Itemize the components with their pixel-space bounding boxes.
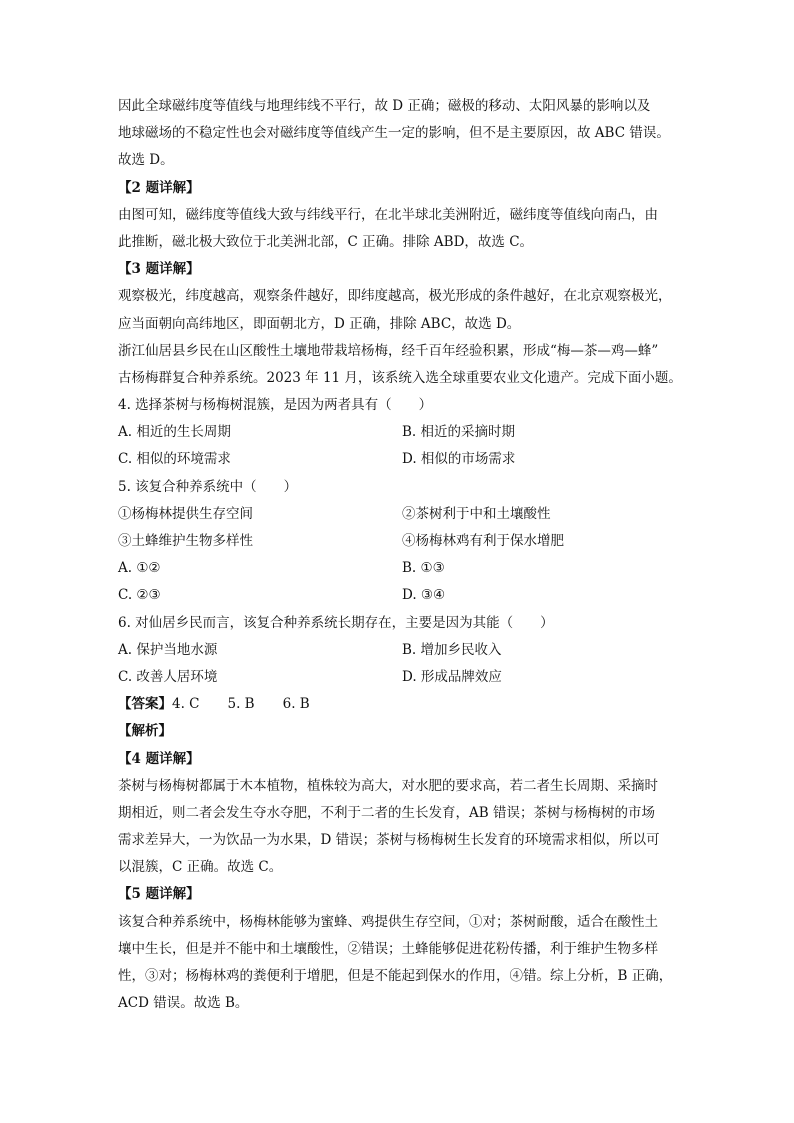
text-line: 地球磁场的不稳定性也会对磁纬度等值线产生一定的影响，但不是主要原因，故 ABC 错误。: [118, 125, 670, 142]
section-heading-q3: 【3 题详解】: [118, 261, 200, 278]
question-4-stem: 4. 选择茶树与杨梅树混簇，是因为两者具有（ ）: [118, 397, 433, 414]
question-5-stem: 5. 该复合种养系统中（ ）: [118, 478, 298, 495]
text-line: 壤中生长，但是并不能中和土壤酸性，②错误；土蜂能够促进花粉传播，利于维护生物多样: [118, 940, 658, 957]
passage-line: 浙江仙居县乡民在山区酸性土壤地带栽培杨梅，经千百年经验积累，形成“梅—茶—鸡—蜂”: [118, 342, 659, 359]
section-heading-q4: 【4 题详解】: [118, 750, 200, 767]
option-a: A. 相近的生长周期: [118, 424, 231, 441]
option-b: B. 增加乡民收入: [402, 641, 502, 658]
text-line: 性，③对；杨梅林鸡的粪便利于增肥，但是不能起到保水的作用，④错。综上分析，B 正确，: [118, 968, 673, 984]
option-d: D. ③④: [402, 587, 446, 604]
option-b: B. ①③: [402, 560, 445, 577]
passage-line: 古杨梅群复合种养系统。2023 年 11 月，该系统入选全球重要农业文化遗产。完成下面小题。: [118, 369, 682, 386]
text-line: 需求差异大，一为饮品一为水果，D 错误；茶树与杨梅树生长发育的环境需求相似，所以可: [118, 832, 660, 849]
statement-3: ③土蜂维护生物多样性: [118, 533, 253, 549]
options-row: [118, 664, 690, 691]
analysis-heading: 【解析】: [118, 723, 172, 740]
question-6-stem: 6. 对仙居乡民而言，该复合种养系统长期存在，主要是因为其能（ ）: [118, 614, 554, 631]
section-heading-q2: 【2 题详解】: [118, 179, 200, 196]
option-d: D. 相似的市场需求: [402, 451, 516, 468]
answer-item: 5. B: [227, 696, 255, 713]
options-row: [118, 637, 690, 664]
statements-row: [118, 501, 690, 528]
text-line: 观察极光，纬度越高，观察条件越好，即纬度越高，极光形成的条件越好，在北京观察极光，: [118, 288, 672, 305]
answer-label: 【答案】: [118, 696, 172, 713]
text-line: 该复合种养系统中，杨梅林能够为蜜蜂、鸡提供生存空间，①对；茶树耐酸，适合在酸性土: [118, 913, 658, 930]
answer-item: 4. C: [172, 696, 200, 713]
document-body: [118, 93, 690, 1017]
options-row: [118, 582, 690, 609]
options-row: [118, 419, 690, 446]
option-d: D. 形成品牌效应: [402, 668, 502, 685]
option-a: A. 保护当地水源: [118, 641, 218, 658]
text-line: 期相近，则二者会发生夺水夺肥，不利于二者的生长发育，AB 错误；茶树与杨梅树的市场: [118, 804, 655, 821]
text-line: 故选 D。: [118, 152, 174, 169]
text-line: 茶树与杨梅树都属于木本植物，植株较为高大，对水肥的要求高，若二者生长周期、采摘时: [118, 777, 658, 794]
statement-1: ①杨梅林提供生存空间: [118, 505, 253, 522]
option-c: C. 改善人居环境: [118, 668, 218, 685]
statement-2: ②茶树利于中和土壤酸性: [402, 505, 551, 522]
text-line: ACD 错误。故选 B。: [118, 995, 249, 1012]
answer-line: [118, 691, 690, 718]
text-line: 因此全球磁纬度等值线与地理纬线不平行，故 D 正确；磁极的移动、太阳风暴的影响以及: [118, 98, 651, 114]
option-c: C. 相似的环境需求: [118, 451, 231, 468]
statements-row: [118, 528, 690, 555]
section-heading-q5: 【5 题详解】: [118, 886, 200, 903]
option-a: A. ①②: [118, 560, 161, 577]
text-line: 以混簇，C 正确。故选 C。: [118, 859, 283, 876]
text-line: 此推断，磁北极大致位于北美洲北部，C 正确。排除 ABD，故选 C。: [118, 233, 534, 250]
text-line: 应当面朝向高纬地区，即面朝北方，D 正确，排除 ABC，故选 D。: [118, 315, 521, 332]
text-line: 由图可知，磁纬度等值线大致与纬线平行，在北半球北美洲附近，磁纬度等值线向南凸，由: [118, 206, 658, 223]
options-row: [118, 446, 690, 473]
option-c: C. ②③: [118, 587, 161, 604]
option-b: B. 相近的采摘时期: [402, 424, 516, 441]
answer-item: 6. B: [282, 696, 310, 713]
options-row: [118, 555, 690, 582]
statement-4: ④杨梅林鸡有利于保水增肥: [402, 533, 564, 549]
